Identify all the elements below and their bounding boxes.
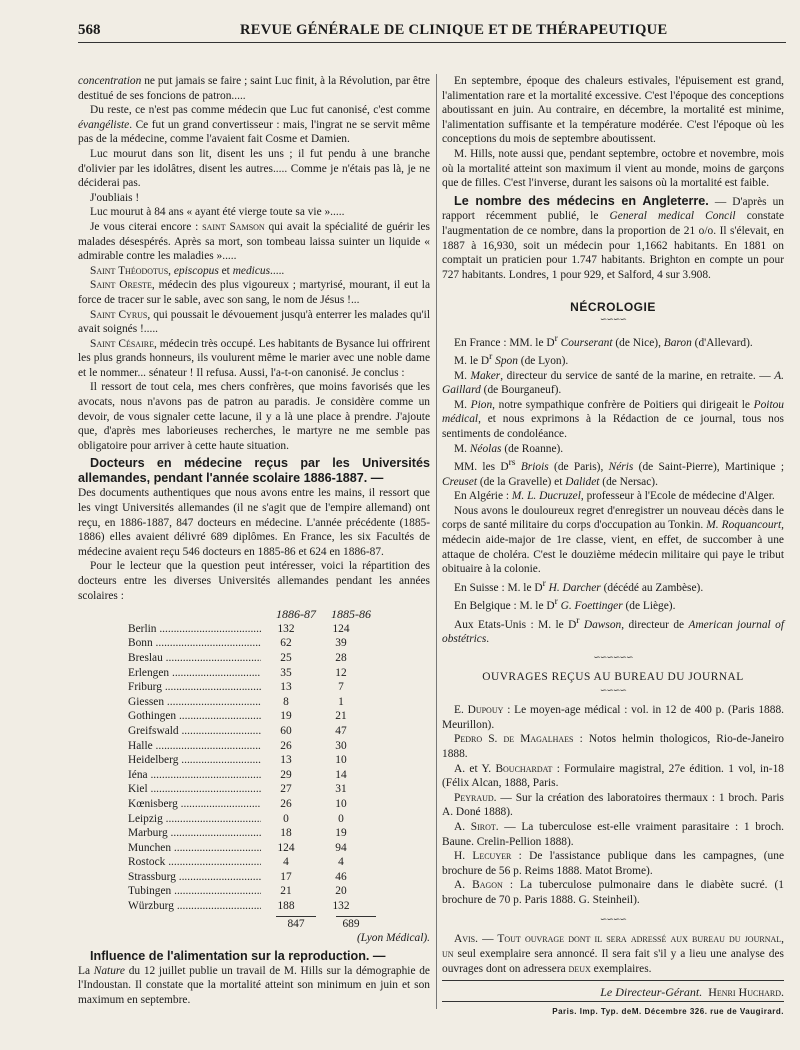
university-name: Strassburg .....: [78, 870, 261, 885]
count-1886-87: 124: [277, 841, 295, 854]
count-1886-87: 13: [280, 754, 292, 767]
book-item: E. Dupouy : Le moyen-age médical : vol. in 12 de 400 p. (Paris 1888. Meurillon).: [442, 704, 784, 731]
count-1885-86: 46: [335, 870, 347, 883]
count-1886-87: 60: [280, 724, 292, 737]
table-header: [78, 607, 430, 622]
notice: Avis. — Tout ouvrage dont il sera adressé aux bureau du journal, un seul exemplaire sera annoncé. Il sera fait s'il y a lieu une analyse des ouvrages dont on adressera deux exemplaires.: [442, 933, 784, 975]
university-name: Marburg .....: [78, 826, 261, 841]
necrology-item: M. le $D^r$ Spon (de Lyon).: [454, 352, 569, 368]
printer-line: Paris. Imp. Typ. deM. Décembre 326. rue de Vaugirard.: [552, 1006, 784, 1016]
university-name: Erlengen .....: [78, 666, 261, 681]
necrology-item: En Suisse : M. le $D^r$ H. Darcher (décédé au Zambèse).: [454, 578, 704, 594]
book-item: Peyraud. — Sur la création des laboratoires thermaux : 1 broch. Paris A. Doné 1888).: [442, 791, 784, 819]
table-row: [78, 884, 430, 899]
book-item: H. Lecuyer : De l'assistance publique dans les campagnes, (une brochure de 56 p. Reims 1888. Matot Brome).: [442, 850, 785, 877]
paragraph: concentration ne put jamais se faire ; saint Luc finit, à la Révolution, par être destitué de ses foncions de patron.....: [78, 75, 430, 102]
necrology-item: En France : MM. le $D^r$ Courserant (de Nice), Baron (d'Allevard).: [454, 333, 753, 349]
count-1885-86: 10: [335, 754, 347, 767]
necrology-item: Nous avons le douloureux regret d'enregistrer un nouveau décès dans le corps de santé militaire du corps d'occupation au Tonkin. M. Roquancourt, médecin aide-major de 1re classe, vient, en effet, de succomber à une attaque de choléra. C'est le douzième médecin militaire qui paye le tribut obituaire à la colonie.: [442, 504, 784, 576]
table-total: 847 689: [287, 917, 360, 930]
right-column: [442, 74, 784, 1019]
page-header: [0, 18, 800, 48]
university-name: Berlin .....: [78, 622, 261, 637]
university-name: Greifswald .....: [78, 724, 261, 739]
paragraph: Saint Cyrus, qui poussait le dévouement jusqu'à enterrer les malades qu'il avait soignés !.....: [78, 308, 430, 336]
column-header: 1885-86: [331, 607, 371, 622]
wave-ornament: ∽∽∽∽∽∽: [593, 651, 633, 662]
count-1886-87: 13: [280, 681, 292, 694]
table-row: [78, 622, 430, 637]
signature-rule: [442, 1001, 784, 1002]
column-header: 1886-87: [276, 607, 316, 622]
paragraph: Des documents authentiques que nous avons entre les mains, il ressort que les vingt Universités allemandes (il ne s'agit que de l'empire allemand) ont reçu, en 1886-1887, 847 docteurs en médecine. L'année précédente (1885-1886) elles avaient délivré 689 diplômes. En France, les six Facultés de médecine avaient reçu 546 docteurs en 1885-86 et 624 en 1886-87.: [78, 487, 430, 558]
count-1886-87: 0: [283, 812, 289, 825]
university-name: Rostock .....: [78, 855, 261, 870]
table-row: [78, 826, 430, 841]
count-1886-87: 25: [280, 651, 292, 664]
university-name: Kœnisberg .....: [78, 797, 261, 812]
university-name: Leipzig .....: [78, 812, 261, 827]
necrology-item: En Belgique : M. le $D^r$ G. Foettinger (de Liège).: [454, 597, 676, 612]
university-name: Iéna .....: [78, 768, 261, 783]
wave-ornament: ∽∽∽∽: [599, 313, 627, 324]
left-column: [78, 74, 430, 1008]
journal-title: REVUE GÉNÉRALE DE CLINIQUE ET DE THÉRAPEUTIQUE: [240, 22, 668, 38]
table-row: [78, 782, 430, 797]
paragraph: Saint Oreste, médecin des plus vigoureux ; martyrisé, mourant, il eut la force de tracer sur le sable, avec son sang, le nom de Jésus !...: [78, 279, 430, 306]
table-row: [78, 680, 430, 695]
count-1885-86: 0: [338, 812, 344, 825]
count-1886-87: 17: [280, 870, 292, 883]
count-1886-87: 29: [280, 768, 292, 781]
necrology-item: M. Maker, directeur du service de santé de la marine, en retraite. — A. Gaillard (de Bourganeuf).: [442, 369, 784, 397]
paragraph: Pour le lecteur que la question peut intéresser, voici la répartition des docteurs entre les diverses Universités allemandes pendant les années scolaires :: [78, 560, 430, 602]
university-name: Heidelberg .....: [78, 753, 261, 768]
count-1885-86: 12: [335, 666, 347, 679]
table-source: (Lyon Médical).: [356, 932, 430, 945]
paragraph: Je vous citerai encore : saint Samson qui avait la spécialité de guérir les malades désespérés. Après sa mort, son tombeau laissa suinter un liquide « admirable contre les maladies ».....: [78, 220, 430, 263]
count-1885-86: 31: [335, 783, 347, 796]
count-1886-87: 132: [277, 622, 295, 635]
count-1886-87: 21: [280, 885, 292, 898]
table-row: [78, 666, 430, 681]
university-name: Tubingen .....: [78, 884, 261, 899]
count-1885-86: 1: [338, 695, 344, 708]
wave-ornament: ∽∽∽∽: [599, 685, 627, 696]
necrology-item: M. Néolas (de Roanne).: [454, 442, 564, 455]
paragraph: Saint Théodotus, episcopus et medicus.....: [90, 264, 285, 277]
statistics-table: [78, 607, 430, 946]
paragraph: J'oubliais !: [90, 191, 140, 204]
book-item: Pedro S. de Magalhaes : Notos helmin thologicos, Rio-de-Janeiro 1888.: [442, 733, 784, 760]
count-1886-87: 26: [280, 739, 292, 752]
table-row: [78, 855, 430, 870]
book-item: A. Bagon : La tuberculose pulmonaire dans le diabète sucré. (1 brochure de 70 p. Paris 1888. G. Steinheil).: [442, 879, 785, 906]
count-1886-87: 18: [280, 827, 292, 840]
count-1885-86: 28: [335, 651, 347, 664]
table-row: [78, 651, 430, 666]
table-row: [78, 695, 430, 710]
paragraph: Il ressort de tout cela, mes chers confrères, que moins favorisés que les avocats, nous n'avons pas de patron au paradis. Je considère comme un devoir, de vous signaler cette lacune, il y a là une place à prendre. J'ajoute que, d'après mes laborieuses recherches, le martyre ne me semble pas obligatoire pour arriver à cette haute situation.: [78, 381, 430, 452]
books-received-heading: OUVRAGES REÇUS AU BUREAU DU JOURNAL: [482, 670, 744, 683]
count-1885-86: 124: [332, 622, 350, 635]
table-row: [78, 768, 430, 783]
header-rule: [78, 42, 786, 43]
count-1886-87: 8: [283, 695, 289, 708]
paragraph: Luc mourut à 84 ans « ayant été vierge toute sa vie ».....: [90, 206, 345, 219]
signature: Le Directeur-Gérant. Henri Huchard.: [600, 985, 784, 1000]
count-1886-87: 19: [280, 710, 292, 723]
count-1886-87: 35: [280, 666, 292, 679]
necrology-item: Aux Etats-Unis : M. le $D^r$ Dawson, directeur de American journal of obstétrics.: [442, 615, 784, 645]
university-name: Gothingen .....: [78, 709, 261, 724]
book-item: A. Sirot. — La tuberculose est-elle vraiment parasitaire : 1 broch. Baune. Crelin-Pellion 1888).: [442, 820, 784, 848]
paragraph: Luc mourut dans son lit, disent les uns ; il fut pendu à une branche d'olivier par les idolâtres, disent les autres..... Comme je n'étais pas là, je ne déciderai pas.: [78, 147, 430, 190]
necrology-heading: NÉCROLOGIE: [570, 300, 656, 315]
table-row: [78, 797, 430, 812]
university-name: Bonn .....: [78, 636, 261, 651]
paragraph: Le nombre des médecins en Angleterre. — D'après un rapport récemment publié, le General medical Concil constate l'augmentation de ce nombre, dans la proportion de 21 o/o. Il s'élevait, en 1887 à 16,930, soit un médecin pour 1,1662 habitants. En 1881 on comptait un praticien pour 1.747 habitants. Brighton en compte un pour 727 habitants. Londres, 1 pour 929, et Salford, 4 sur 3.908.: [442, 193, 785, 281]
table-row: [78, 899, 430, 914]
signature-rule: [442, 980, 784, 981]
count-1886-87: 26: [280, 797, 292, 810]
column-divider: [436, 74, 437, 1009]
table-row: [78, 870, 430, 885]
necrology-item: En Algérie : M. L. Ducruzel, professeur à l'Ecole de médecine d'Alger.: [454, 490, 775, 503]
university-name: Munchen .....: [78, 841, 261, 856]
paragraph: Saint Césaire, médecin très occupé. Les habitants de Bysance lui offrirent les plus grands honneurs, ils voulurent même le marier avec une noble dame et le nommer... sénateur ! Il refusa. Aussi, l'a-t-on canonisé. Je conclus :: [78, 337, 431, 379]
count-1885-86: 10: [335, 797, 347, 810]
paragraph: En septembre, époque des chaleurs estivales, l'épuisement est grand, l'alimentation rare et la mortalité excessive. C'est l'époque des conceptions aboutissant en juin. Au contraire, en décembre, la mortalité est minime, l'alimentation suffisante et la température modérée. C'est l'époque où les conceptions du mois de septembre aboutissent.: [442, 75, 784, 146]
count-1885-86: 21: [335, 710, 347, 723]
table-row: [78, 753, 430, 768]
table-row: [78, 841, 430, 856]
wave-ornament: ∽∽∽∽: [599, 914, 627, 925]
count-1885-86: 132: [332, 900, 350, 913]
book-item: A. et Y. Bouchardat : Formulaire magistral, 27e édition. 1 vol, in-18 (Félix Alcan, 1888, Paris.: [442, 762, 784, 790]
count-1885-86: 14: [335, 768, 347, 781]
table-row: [78, 812, 430, 827]
paragraph: Du reste, ce n'est pas comme médecin que Luc fut canonisé, c'est comme évangéliste. Ce fut un grand convertisseur : mais, l'ingrat ne se servit même pas de la médecine, comme l'avaient fait Cosme et Damien.: [78, 104, 430, 146]
count-1886-87: 62: [280, 637, 292, 650]
count-1885-86: 30: [335, 739, 347, 752]
section-heading: Docteurs en médecine reçus par les Universités allemandes, pendant l'année scolaire 1886-1887. —: [78, 456, 430, 486]
section-heading: Influence de l'alimentation sur la reproduction. —: [90, 948, 386, 963]
university-name: Friburg .....: [78, 680, 261, 695]
page-number: 568: [78, 22, 101, 38]
table-row: [78, 724, 430, 739]
university-name: Halle .....: [78, 739, 261, 754]
university-name: Giessen .....: [78, 695, 261, 710]
paragraph: M. Hills, note aussi que, pendant septembre, octobre et novembre, mois où la mortalité atteint son maximum il vient au monde, moins de garçons que de filles. C'est l'inverse, durant les saisons où la mortalité est faible.: [442, 147, 784, 190]
university-name: Würzburg .....: [78, 899, 261, 914]
count-1886-87: 27: [280, 783, 292, 796]
table-row: [78, 739, 430, 754]
count-1885-86: 19: [335, 827, 347, 840]
count-1885-86: 39: [335, 637, 347, 650]
count-1885-86: 94: [335, 841, 347, 854]
necrology-item: MM. les $D^{rs}$ Briois (de Paris), Néris (de Saint-Pierre), Martinique ; Creuset (de la Gravelle) et Dalidet (de Nersac).: [442, 458, 785, 488]
count-1885-86: 7: [338, 681, 344, 694]
count-1885-86: 4: [338, 856, 344, 869]
paragraph: La Nature du 12 juillet publie un travail de M. Hills sur la démographie de l'Indoustan. Il constate que la mortalité atteint son minimum en juin et son maximum en septembre.: [78, 964, 430, 1007]
necrology-item: M. Pion, notre sympathique confrère de Poitiers qui dirigeait le Poitou médical, et nous exprimons à la Rédaction de ce journal, tous nos sentiments de condoléance.: [442, 398, 784, 441]
university-name: Breslau .....: [78, 651, 261, 666]
university-name: Kiel .....: [78, 782, 261, 797]
count-1886-87: 188: [277, 900, 295, 913]
count-1885-86: 47: [335, 724, 347, 737]
count-1886-87: 4: [283, 856, 289, 869]
table-row: [78, 636, 430, 651]
count-1885-86: 20: [335, 885, 347, 898]
table-row: [78, 709, 430, 724]
